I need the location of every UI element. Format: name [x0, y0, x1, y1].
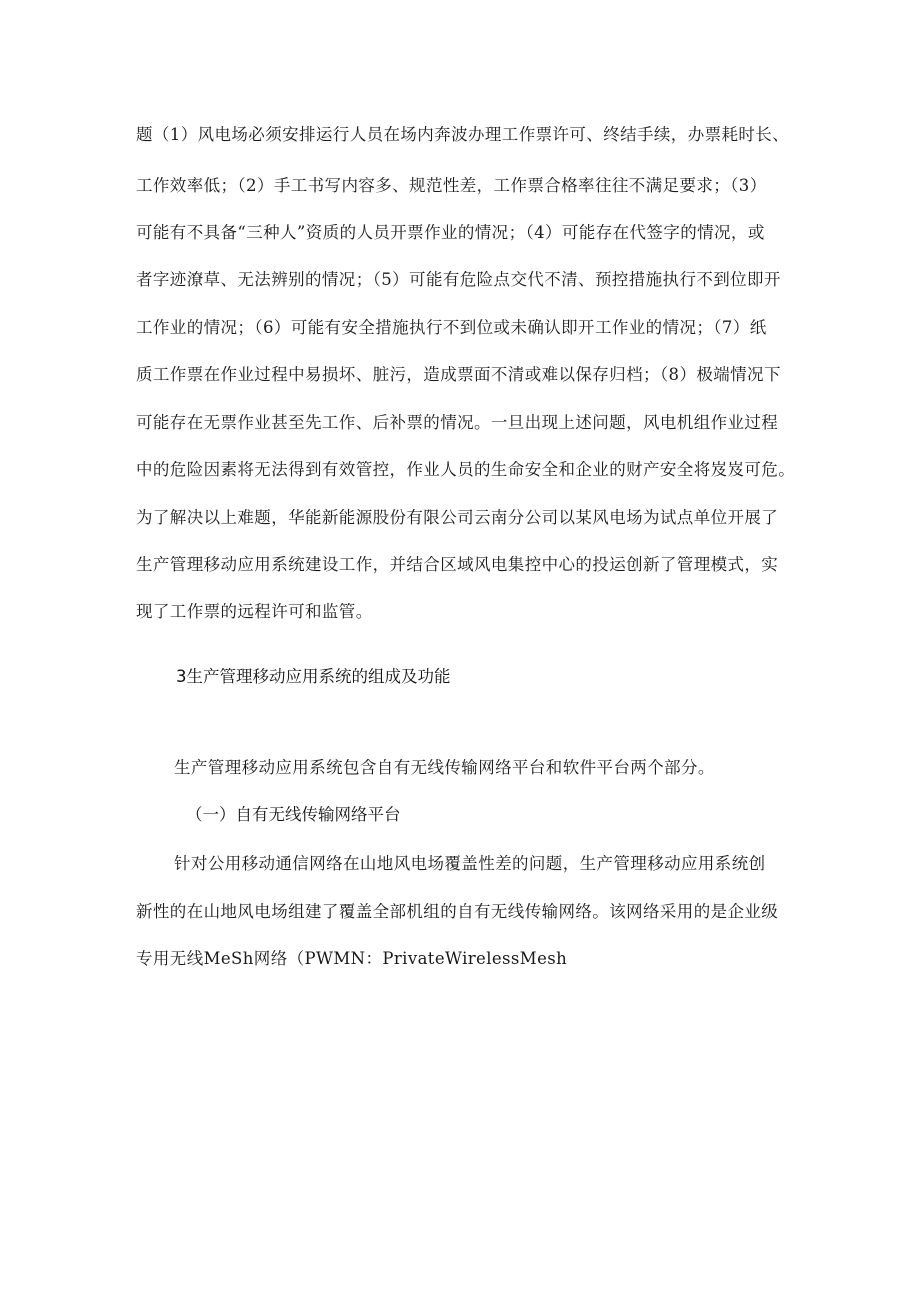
subsection-heading: （一）自有无线传输网络平台 [186, 805, 401, 824]
paragraph-1-line-10: 生产管理移动应用系统建设工作，并结合区域风电集控中心的投运创新了管理模式，实 [136, 555, 779, 574]
section-heading: 3生产管理移动应用系统的组成及功能 [176, 667, 451, 686]
paragraph-1-line-9: 为了解决以上难题，华能新能源股份有限公司云南分公司以某风电场为试点单位开展了 [136, 508, 779, 527]
paragraph-2-line-3: 专用无线MeSh网络（PWMN：PrivateWirelessMesh [136, 949, 568, 968]
paragraph-1-line-8: 中的危险因素将无法得到有效管控，作业人员的生命安全和企业的财产安全将岌岌可危。 [136, 460, 796, 479]
paragraph-2-line-1: 针对公用移动通信网络在山地风电场覆盖性差的问题，生产管理移动应用系统创 [174, 854, 766, 873]
paragraph-2-line-2: 新性的在山地风电场组建了覆盖全部机组的自有无线传输网络。该网络采用的是企业级 [136, 902, 779, 921]
paragraph-1-line-5: 工作业的情况；（6）可能有安全措施执行不到位或未确认即开工作业的情况；（7）纸 [136, 318, 767, 337]
paragraph-1-line-7: 可能存在无票作业甚至先工作、后补票的情况。一旦出现上述问题，风电机组作业过程 [136, 413, 779, 432]
paragraph-1-line-4: 者字迹潦草、无法辨别的情况；（5）可能有危险点交代不清、预控措施执行不到位即开 [136, 270, 781, 289]
paragraph-1-line-11: 现了工作票的远程许可和监管。 [136, 602, 373, 621]
paragraph-1-line-2: 工作效率低；（2）手工书写内容多、规范性差，工作票合格率往往不满足要求；（3） [136, 176, 767, 195]
paragraph-1-line-1: 题（1）风电场必须安排运行人员在场内奔波办理工作票许可、终结手续，办票耗时长、 [136, 125, 790, 144]
paragraph-1-line-6: 质工作票在作业过程中易损坏、脏污，造成票面不清或难以保存归档；（8）极端情况下 [136, 365, 781, 384]
intro-line: 生产管理移动应用系统包含自有无线传输网络平台和软件平台两个部分。 [174, 758, 715, 777]
paragraph-1-line-3: 可能有不具备“三种人”资质的人员开票作业的情况；（4）可能存在代签字的情况，或 [136, 223, 765, 242]
